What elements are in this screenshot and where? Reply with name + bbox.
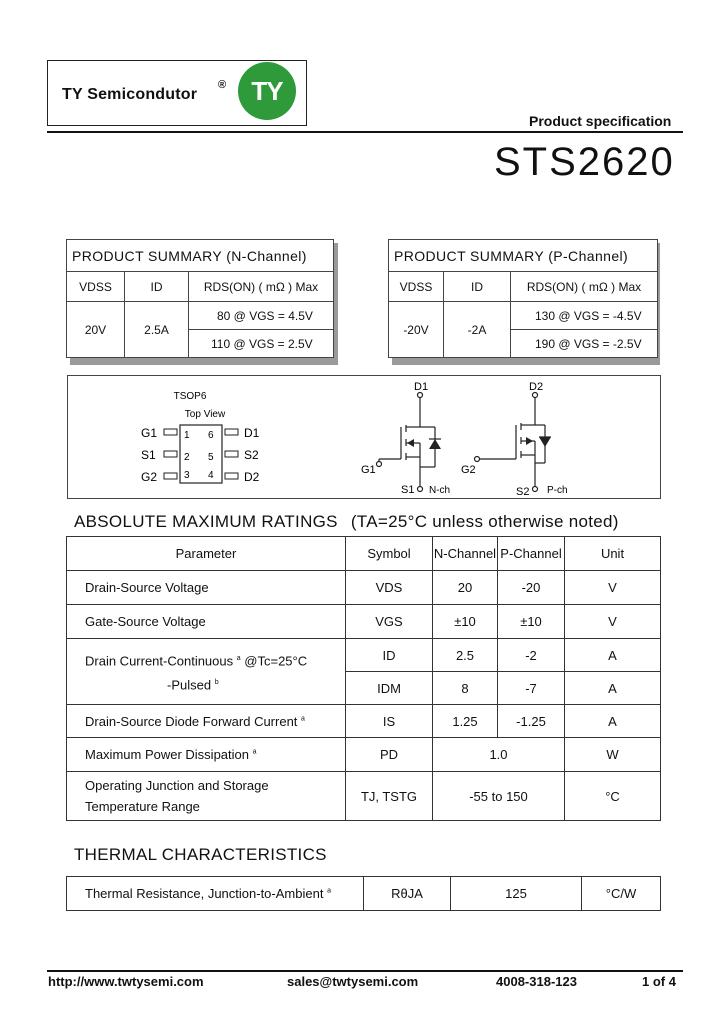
abs-max-header-unit: Unit	[565, 537, 661, 571]
table-row	[67, 738, 661, 772]
row-pd-param-text: Maximum Power Dissipation	[85, 747, 249, 762]
n-channel-arrow	[407, 439, 414, 447]
row-id-p: -2	[498, 639, 565, 672]
row-tj-param-line1: Operating Junction and Storage	[85, 778, 269, 793]
pin-num-5: 5	[208, 452, 214, 463]
row-pd-param	[67, 738, 346, 772]
pin-6-lead	[225, 429, 238, 435]
row-tj-symbol: TJ, TSTG	[346, 772, 433, 821]
n-type-label: N-ch	[429, 485, 451, 496]
footer-page: 1 of 4	[642, 974, 676, 989]
pin-label-d2: D2	[244, 470, 260, 484]
row-is-p: -1.25	[498, 705, 565, 738]
registered-mark: ®	[218, 79, 227, 91]
row-vds-p: -20	[498, 571, 565, 605]
row-is-param-text: Drain-Source Diode Forward Current	[85, 713, 298, 729]
pin-num-3: 3	[184, 470, 190, 481]
p-drain-label: D2	[529, 381, 544, 393]
pin-num-2: 2	[184, 452, 190, 463]
summary-p-table	[388, 239, 658, 358]
pin-num-1: 1	[184, 430, 190, 441]
row-vgs-p: ±10	[498, 605, 565, 639]
row-vgs-param: Gate-Source Voltage	[67, 605, 346, 639]
row-tj-param-line2: Temperature Range	[85, 799, 200, 814]
summary-p-rds-1: 130 @ VGS = -4.5V	[511, 302, 658, 330]
thermal-param	[67, 877, 364, 911]
p-channel-arrow	[526, 437, 533, 445]
row-is-symbol: IS	[346, 705, 433, 738]
pin-label-d1: D1	[244, 426, 260, 440]
company-logo: TY	[238, 62, 296, 120]
pin-label-s2: S2	[244, 448, 259, 462]
row-id-unit: A	[565, 639, 661, 672]
footer-url[interactable]: http://www.twtysemi.com	[48, 974, 204, 989]
header-divider	[47, 131, 683, 133]
row-idm-symbol: IDM	[346, 672, 433, 705]
row-id-param-line1: Drain Current-Continuous	[85, 653, 234, 669]
p-channel-body-diode	[539, 437, 551, 447]
pin-label-s1: S1	[141, 448, 156, 462]
pin-label-g2: G2	[141, 470, 158, 484]
row-vds-symbol: VDS	[346, 571, 433, 605]
summary-n-table	[66, 239, 334, 358]
table-row	[67, 571, 661, 605]
p-type-label: P-ch	[547, 485, 568, 496]
pin-num-4: 4	[208, 470, 214, 481]
abs-max-title	[74, 512, 619, 532]
summary-p-col-id: ID	[444, 272, 511, 302]
row-vds-unit: V	[565, 571, 661, 605]
summary-p-title: PRODUCT SUMMARY (P-Channel)	[389, 240, 658, 272]
product-spec-label: Product specification	[529, 113, 672, 129]
row-tj-param	[67, 772, 346, 821]
row-id-param-tc: @Tc=25°C	[244, 653, 308, 669]
n-drain-label: D1	[414, 381, 429, 393]
table-row	[67, 705, 661, 738]
thermal-note: a	[327, 887, 331, 895]
table-row	[67, 877, 661, 911]
abs-max-condition: (TA=25°C unless otherwise noted)	[350, 512, 619, 531]
pin-1-lead	[164, 429, 177, 435]
row-idm-p: -7	[498, 672, 565, 705]
n-source-label: S1	[401, 484, 415, 496]
thermal-unit: °C/W	[582, 877, 661, 911]
summary-n-col-id: ID	[125, 272, 189, 302]
summary-p-col-vdss: VDSS	[389, 272, 444, 302]
thermal-symbol: RθJA	[364, 877, 451, 911]
summary-n-col-vdss: VDSS	[67, 272, 125, 302]
table-row	[67, 605, 661, 639]
row-vds-n: 20	[433, 571, 498, 605]
abs-max-header-n: N-Channel	[433, 537, 498, 571]
abs-max-title-text: ABSOLUTE MAXIMUM RATINGS	[74, 512, 338, 531]
company-name: TY Semicondutor	[62, 86, 198, 103]
summary-n-vdss: 20V	[67, 302, 125, 358]
summary-p-id: -2A	[444, 302, 511, 358]
summary-n-col-rds: RDS(ON) ( mΩ ) Max	[189, 272, 334, 302]
row-vgs-symbol: VGS	[346, 605, 433, 639]
thermal-value: 125	[451, 877, 582, 911]
row-is-n: 1.25	[433, 705, 498, 738]
table-row	[67, 772, 661, 821]
summary-p-col-rds: RDS(ON) ( mΩ ) Max	[511, 272, 658, 302]
pin-5-lead	[225, 451, 238, 457]
row-id-note: a	[236, 655, 241, 663]
thermal-title: THERMAL CHARACTERISTICS	[74, 845, 327, 864]
pin-4-lead	[225, 473, 238, 479]
p-channel-mosfet-symbol	[475, 393, 552, 492]
abs-max-header-parameter: Parameter	[67, 537, 346, 571]
thermal-param-text: Thermal Resistance, Junction-to-Ambient	[85, 886, 324, 901]
abs-max-header-p: P-Channel	[498, 537, 565, 571]
summary-n-rds-1: 80 @ VGS = 4.5V	[189, 302, 334, 330]
row-idm-unit: A	[565, 672, 661, 705]
summary-p-vdss: -20V	[389, 302, 444, 358]
row-is-unit: A	[565, 705, 661, 738]
summary-n-title: PRODUCT SUMMARY (N-Channel)	[67, 240, 334, 272]
row-pd-unit: W	[565, 738, 661, 772]
row-id-param	[67, 639, 346, 705]
row-is-param	[67, 705, 346, 738]
package-name: TSOP6	[173, 391, 207, 402]
row-id-n: 2.5	[433, 639, 498, 672]
row-tj-value: -55 to 150	[433, 772, 565, 821]
row-idm-n: 8	[433, 672, 498, 705]
n-gate-label: G1	[361, 464, 376, 476]
row-pd-symbol: PD	[346, 738, 433, 772]
table-row	[67, 639, 661, 672]
p-gate-label: G2	[461, 464, 476, 476]
row-idm-param: -Pulsed	[167, 676, 212, 692]
pin-2-lead	[164, 451, 177, 457]
row-id-symbol: ID	[346, 639, 433, 672]
row-is-note: a	[301, 715, 305, 723]
row-vgs-n: ±10	[433, 605, 498, 639]
row-pd-note: a	[252, 748, 257, 756]
thermal-table	[66, 876, 661, 911]
footer-divider	[47, 970, 683, 972]
row-pd-value: 1.0	[433, 738, 565, 772]
package-view: Top View	[184, 409, 226, 420]
row-vds-param: Drain-Source Voltage	[67, 571, 346, 605]
package-and-schematic-diagram	[67, 375, 661, 499]
abs-max-header-symbol: Symbol	[346, 537, 433, 571]
row-idm-note: b	[214, 678, 219, 686]
pin-num-6: 6	[208, 430, 214, 441]
row-vgs-unit: V	[565, 605, 661, 639]
n-channel-body-diode	[429, 439, 441, 449]
footer-phone: 4008-318-123	[496, 974, 577, 989]
summary-n-rds-2: 110 @ VGS = 2.5V	[189, 330, 334, 358]
footer-email[interactable]: sales@twtysemi.com	[287, 974, 419, 989]
part-number: STS2620	[494, 140, 675, 184]
row-tj-unit: °C	[565, 772, 661, 821]
p-source-label: S2	[516, 486, 530, 498]
summary-n-id: 2.5A	[125, 302, 189, 358]
abs-max-table	[66, 536, 661, 821]
pin-3-lead	[164, 473, 177, 479]
summary-p-rds-2: 190 @ VGS = -2.5V	[511, 330, 658, 358]
pin-label-g1: G1	[141, 426, 158, 440]
